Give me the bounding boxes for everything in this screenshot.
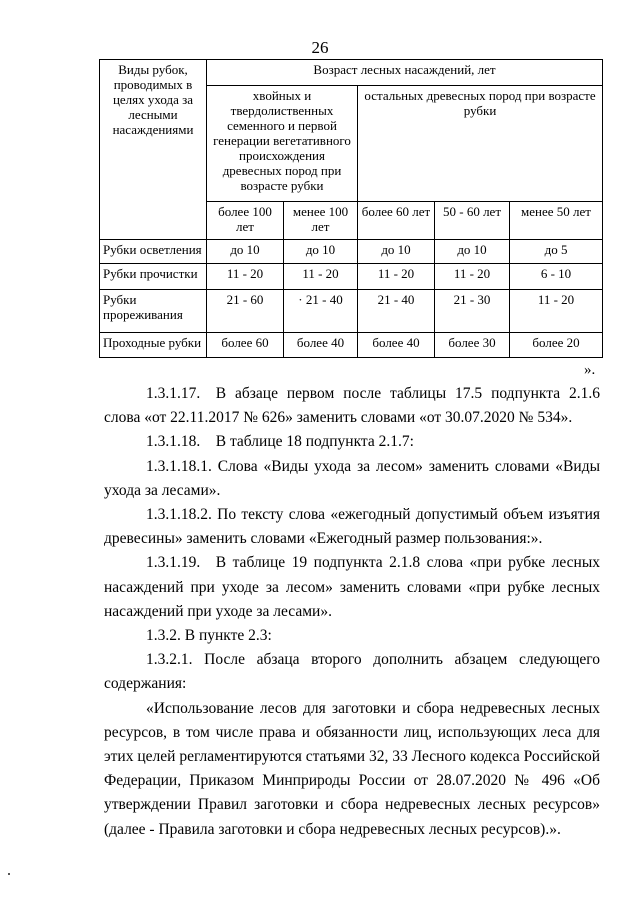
table-row — [100, 240, 603, 264]
age-table — [99, 59, 603, 358]
table-cell: до 10 — [358, 240, 435, 264]
row-label: Проходные рубки — [100, 333, 207, 358]
table-end-quote: ». — [584, 362, 596, 378]
table-cell: более 20 — [510, 333, 603, 358]
table-cell: более 40 — [284, 333, 358, 358]
table-cell: · 21 - 40 — [284, 290, 358, 333]
paragraph: 1.3.2. В пункте 2.3: — [146, 627, 272, 645]
subheader-cell: менее 50 лет — [510, 202, 603, 240]
table-cell: 11 - 20 — [510, 290, 603, 333]
scan-speck — [8, 873, 10, 875]
paragraph: «Использование лесов для заготовки и сбора недревесных лесных ресурсов, в том числе права и обязанности лиц, использующих леса для этих целей регламентируются статьями 32, 33 Лесного кодекса Российской Федерации, Приказом Минприроды России от 28.07.2020 № 496 «Об утверждении Правил заготовки и сбора недревесных лесных ресурсов» (далее - Правила заготовки и сбора недревесных лесных ресурсов).». — [104, 699, 600, 838]
subheader-cell: менее 100 лет — [284, 202, 358, 240]
subheader-cell: более 100 лет — [207, 202, 284, 240]
header-stand-age: Возраст лесных насаждений, лет — [207, 60, 603, 86]
header-group-other: остальных древесных пород при возрасте рубки — [358, 86, 603, 202]
table-cell: до 5 — [510, 240, 603, 264]
table-cell: 11 - 20 — [358, 264, 435, 290]
table-cell: до 10 — [435, 240, 510, 264]
table-cell: 11 - 20 — [435, 264, 510, 290]
table-cell: 6 - 10 — [510, 264, 603, 290]
table-cell: 21 - 40 — [358, 290, 435, 333]
table-cell: 21 - 60 — [207, 290, 284, 333]
table-cell: 11 - 20 — [207, 264, 284, 290]
table-cell: более 40 — [358, 333, 435, 358]
paragraph: 1.3.1.18.2. По тексту слова «ежегодный допустимый объем изъятия древесины» заменить словами «Ежегодный размер пользования:». — [104, 506, 600, 548]
row-label: Рубки прореживания — [100, 290, 207, 333]
subheader-cell: 50 - 60 лет — [435, 202, 510, 240]
table-row — [100, 333, 603, 358]
paragraph: 1.3.2.1. После абзаца второго дополнить абзацем следующего содержания: — [104, 651, 600, 693]
paragraph: 1.3.1.17. В абзаце первом после таблицы 17.5 подпункта 2.1.6 слова «от 22.11.2017 № 626» заменить словами «от 30.07.2020 № 534». — [104, 385, 600, 427]
table-cell: более 30 — [435, 333, 510, 358]
header-cutting-type: Виды рубок, проводимых в целях ухода за лесными насаждениями — [100, 60, 207, 240]
page-number: 26 — [311, 38, 329, 57]
table-cell: 21 - 30 — [435, 290, 510, 333]
table-row — [100, 264, 603, 290]
table-cell: до 10 — [207, 240, 284, 264]
table-row — [100, 290, 603, 333]
table-cell: 11 - 20 — [284, 264, 358, 290]
header-group-conifer: хвойных и твердолиственных семенного и первой генерации вегетативного происхождения древесных пород при возрасте рубки — [207, 86, 358, 202]
row-label: Рубки прочистки — [100, 264, 207, 290]
subheader-cell: более 60 лет — [358, 202, 435, 240]
body-text — [104, 382, 600, 842]
paragraph: 1.3.1.19. В таблице 19 подпункта 2.1.8 слова «при рубке лесных насаждений при уходе за лесом» заменить словами «при рубке лесных насаждений при уходе за лесами». — [104, 554, 600, 620]
row-label: Рубки осветления — [100, 240, 207, 264]
table-cell: более 60 — [207, 333, 284, 358]
paragraph: 1.3.1.18. В таблице 18 подпункта 2.1.7: — [146, 433, 414, 451]
paragraph: 1.3.1.18.1. Слова «Виды ухода за лесом» заменить словами «Виды ухода за лесами». — [104, 457, 600, 499]
table-cell: до 10 — [284, 240, 358, 264]
